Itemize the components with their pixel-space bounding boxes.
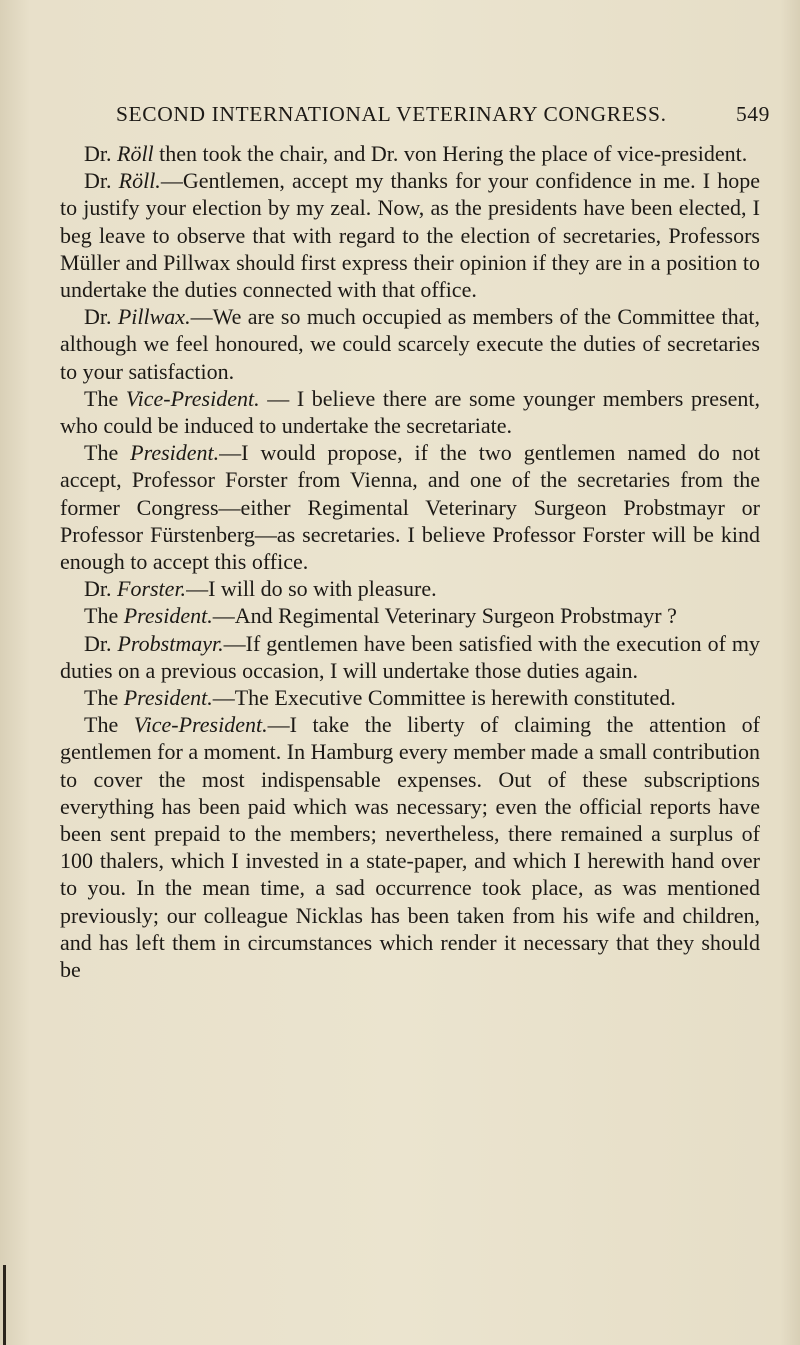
paragraph: The Vice-President. — I believe there are some younger members present, who could be induced to undertake the secretariate. [60,385,761,439]
speaker-name: Röll. [118,168,161,194]
binding-edge-mark [3,1265,6,1345]
page-body [60,140,760,983]
running-head-title: SECOND INTERNATIONAL VETERINARY CONGRESS. [116,102,667,126]
paragraph: The President.—And Regimental Veterinary Surgeon Probstmayr ? [84,603,677,629]
speaker-name: President. [123,603,213,629]
paragraph: The Vice-President.—I take the liberty of claiming the attention of gentlemen for a moment. In Hamburg every member made a small contribution to cover the most indispensable expenses. Out of these subscriptions everything has been paid which was necessary; even the official reports have been sent prepaid to the members; nevertheless, there remained a surplus of 100 thalers, which I invested in a state-paper, and which I herewith hand over to you. In the mean time, a sad occurrence took place, as was mentioned previously; our colleague Nicklas has been taken from his wife and children, and has left them in circumstances which render it necessary that they should be [60,712,761,983]
speaker-name: Röll [117,141,154,166]
paragraph: The President.—I would propose, if the two gentlemen named do not accept, Professor Forster from Vienna, and one of the secretaries from the former Congress—either Regimental Veterinary Surgeon Probstmayr or Professor Fürstenberg—as secretaries. I believe Professor Forster will be kind enough to accept this office. [60,440,760,575]
speaker-name: President. [130,440,220,466]
paragraph: The President.—The Executive Committee is herewith constituted. [84,685,676,711]
speaker-name: Vice-President. [125,385,260,411]
paragraph: Dr. Röll.—Gentlemen, accept my thanks for your confidence in me. I hope to justify your election by my zeal. Now, as the presidents have been elected, I beg leave to observe that with regard to the election of secretaries, Professors Müller and Pillwax should first express their opinion if they are in a position to undertake the duties connected with that office. [60,168,761,303]
running-head [110,102,770,127]
speaker-name: Vice-President. [133,712,268,738]
speaker-name: Forster. [117,576,187,602]
speaker-name: President. [123,685,213,711]
speaker-name: Pillwax. [117,304,191,330]
paragraph: Dr. Röll then took the chair, and Dr. von Hering the place of vice-president. [84,141,748,166]
paragraph: Dr. Forster.—I will do so with pleasure. [84,576,437,602]
speaker-name: Probstmayr. [117,630,224,656]
paragraph: Dr. Pillwax.—We are so much occupied as members of the Committee that, although we feel honoured, we could scarcely execute the duties of secretaries to your satisfaction. [60,304,760,384]
paragraph: Dr. Probstmayr.—If gentlemen have been satisfied with the execution of my duties on a previous occasion, I will undertake those duties again. [60,630,761,683]
page-number: 549 [735,102,770,126]
